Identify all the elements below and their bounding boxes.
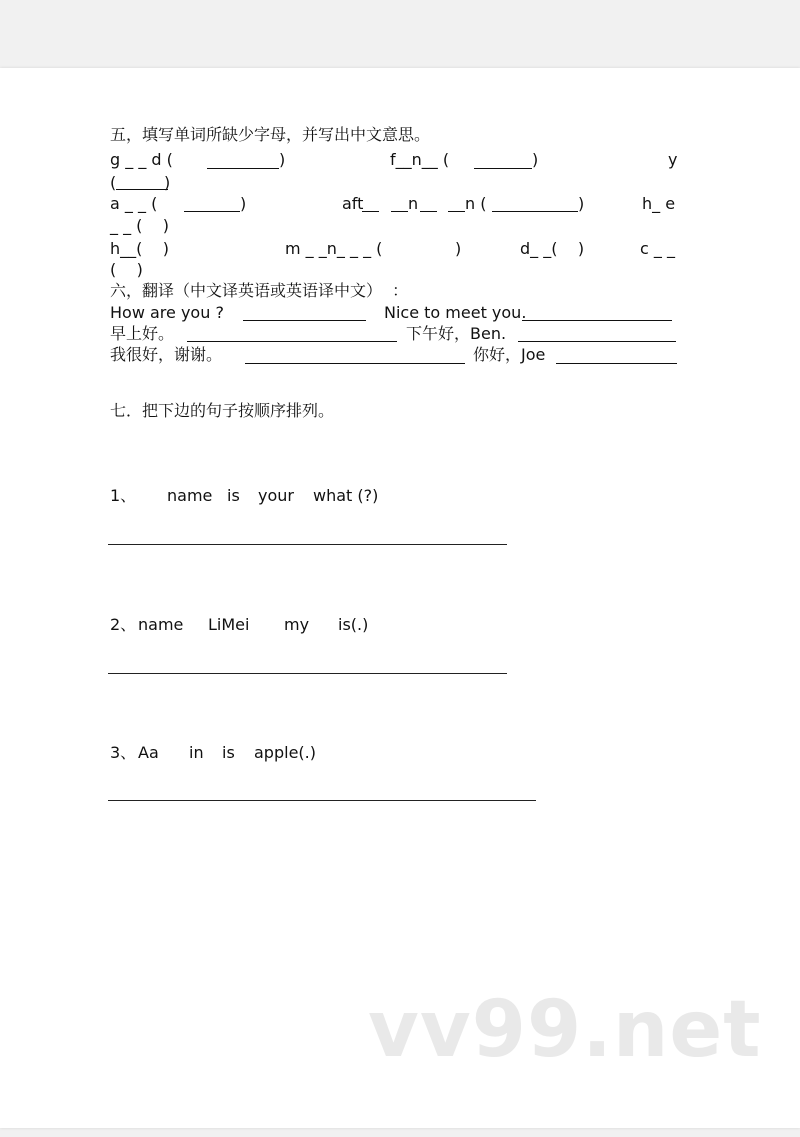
q5-close-4: ) (240, 194, 247, 213)
q5-word-8: m _ _n_ _ _ ( (285, 239, 383, 258)
q5-word-5c: n ( (465, 194, 487, 213)
q7-3-word: in (189, 743, 204, 762)
q5-close-3: ) (164, 173, 171, 192)
q5-word-9: d_ _( ) (520, 239, 585, 258)
q7-2-answer-line (108, 673, 507, 674)
q6-blank-3 (187, 341, 397, 342)
q7-1-word: name (167, 486, 213, 505)
q6-blank-4 (518, 341, 676, 342)
q6-item-6: 你好，Joe (473, 345, 546, 364)
q6-item-4: 下午好，Ben. (406, 324, 507, 343)
q5-blank-4 (184, 211, 240, 212)
q5-word-3: y (668, 150, 678, 169)
q5-blank-5 (492, 211, 578, 212)
q6-item-2: Nice to meet you. (384, 303, 527, 322)
q7-2-number: 2、 (110, 615, 137, 634)
q5-close-8: ) (455, 239, 462, 258)
q5-blank-1 (207, 168, 279, 169)
q6-blank-2 (522, 320, 672, 321)
q7-3-answer-line (108, 800, 536, 801)
q7-1-number: 1、 (110, 486, 137, 505)
q5-open-3: ( (110, 173, 117, 192)
q6-item-3: 早上好。 (110, 324, 175, 343)
q6-item-1: How are you ? (110, 303, 224, 322)
q5-word-2: f__n__ ( (390, 150, 450, 169)
watermark: vv99.net (368, 985, 762, 1075)
q5-close-1: ) (279, 150, 286, 169)
q5-gap-5b (391, 211, 408, 212)
q5-word-4: a _ _ ( (110, 194, 158, 213)
q7-3-word: Aa (138, 743, 159, 762)
q7-1-answer-line (108, 544, 507, 545)
q5-word-6b: _ _ ( ) (110, 216, 169, 235)
q6-blank-1 (243, 320, 366, 321)
q7-2-word: is(.) (338, 615, 369, 634)
q5-close-2: ) (532, 150, 539, 169)
q5-word-6: h_ e (642, 194, 676, 213)
q7-1-word: what (?) (313, 486, 379, 505)
section-6-title: 六，翻译（中文译英语或英语译中文） ： (110, 281, 409, 300)
q7-1-word: is (227, 486, 240, 505)
q7-2-word: LiMei (208, 615, 250, 634)
q6-item-5: 我很好，谢谢。 (110, 345, 223, 364)
section-5-title: 五，填写单词所缺少字母，并写出中文意思。 (110, 125, 431, 144)
q7-3-number: 3、 (110, 743, 137, 762)
q7-2-word: name (138, 615, 184, 634)
q7-3-word: is (222, 743, 235, 762)
q5-gap-5c (420, 211, 437, 212)
q7-2-word: my (284, 615, 310, 634)
q5-gap-5a (362, 211, 379, 212)
q5-gap-5d (448, 211, 465, 212)
q6-blank-6 (556, 363, 677, 364)
q5-blank-2 (474, 168, 532, 169)
q5-word-5b: n (408, 194, 419, 213)
q7-1-word: your (258, 486, 294, 505)
q5-word-5: aft (342, 194, 364, 213)
q5-word-7: h__( ) (110, 239, 169, 258)
q5-blank-3 (116, 189, 168, 190)
section-7-title: 七．把下边的句子按顺序排列。 (110, 401, 335, 420)
q5-word-10: c _ _ (640, 239, 675, 258)
q5-word-1: g _ _ d ( (110, 150, 173, 169)
q6-blank-5 (245, 363, 465, 364)
q5-word-10b: ( ) (110, 260, 143, 279)
q7-3-word: apple(.) (254, 743, 316, 762)
q5-close-5: ) (578, 194, 585, 213)
